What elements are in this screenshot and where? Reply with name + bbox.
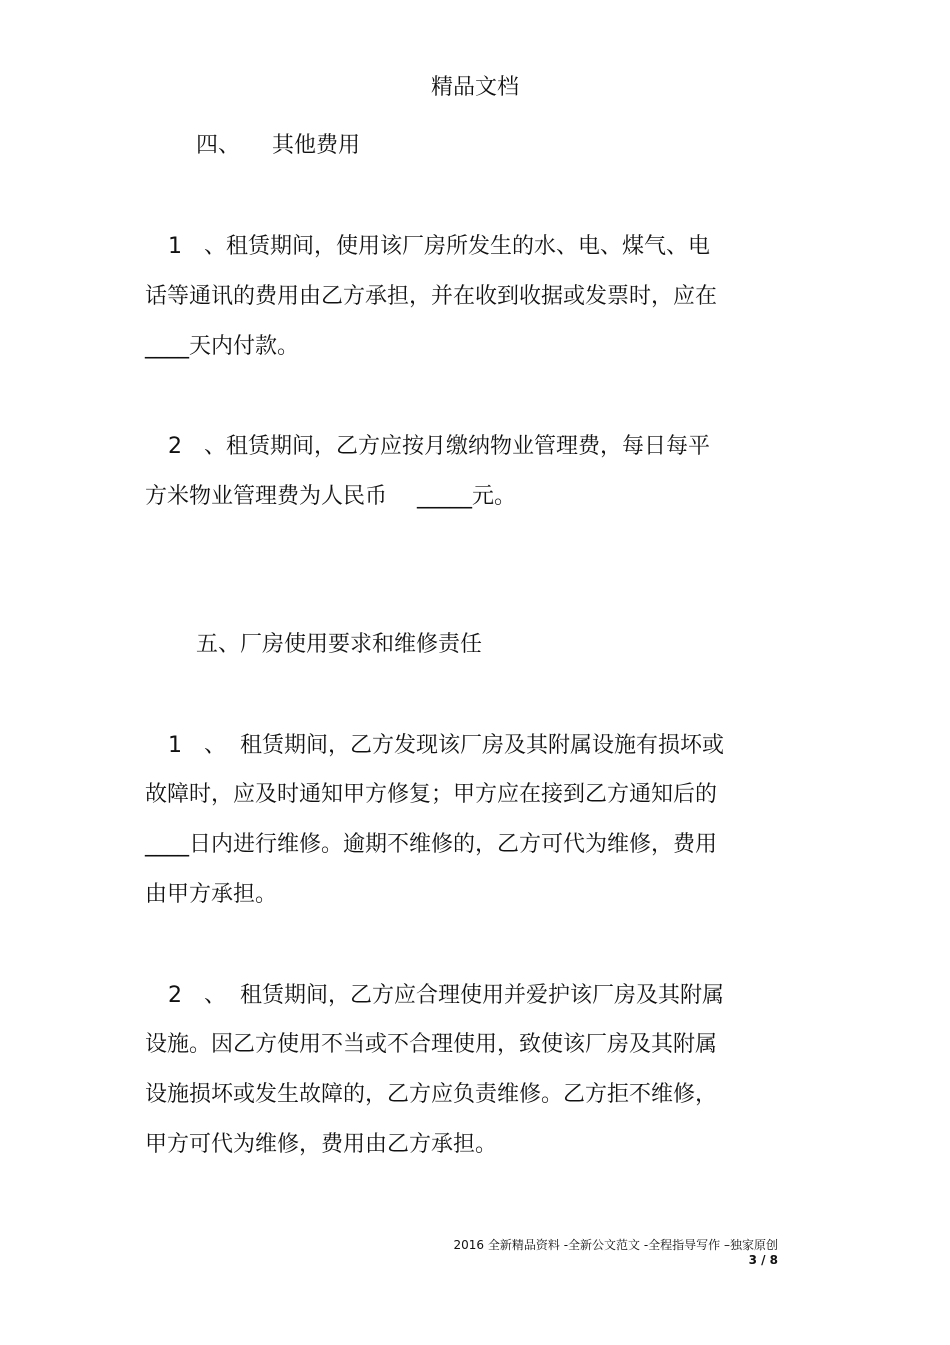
- section-5-heading: 五、厂房使用要求和维修责任: [196, 632, 483, 657]
- section-4-heading-number: 四、: [196, 133, 241, 158]
- item-number: 1: [168, 733, 182, 758]
- section-4-item-1-line-2: 话等通讯的费用由乙方承担，并在收到收据或发票时，应在: [145, 284, 718, 309]
- footer-text: 2016 全新精品资料 -全新公文范文 -全程指导写作 –独家原创: [453, 1238, 778, 1252]
- section-5-item-1-line-4: 由甲方承担。: [145, 882, 278, 907]
- section-4-item-1-line-1: [168, 229, 710, 260]
- page-header-title: 精品文档: [430, 75, 519, 100]
- item-text-blank: _____元。: [417, 484, 517, 509]
- item-text: 、租赁期间，使用该厂房所发生的水、电、煤气、电: [204, 234, 711, 259]
- section-5-item-2-line-1: [168, 978, 724, 1009]
- page-number: 3 / 8: [748, 1253, 778, 1267]
- section-4-item-1-line-3: ____天内付款。: [145, 334, 300, 359]
- item-text: 方米物业管理费为人民币: [145, 484, 388, 509]
- item-number: 2: [168, 434, 182, 459]
- item-text: 租赁期间，乙方应合理使用并爱护该厂房及其附属: [240, 983, 725, 1008]
- item-text: 、租赁期间，乙方应按月缴纳物业管理费，每日每平: [204, 434, 711, 459]
- item-number: 1: [168, 234, 182, 259]
- section-4-item-2-line-1: [168, 429, 710, 460]
- item-text: 租赁期间，乙方发现该厂房及其附属设施有损坏或: [240, 733, 725, 758]
- section-5-item-1-line-3: ____日内进行维修。逾期不维修的，乙方可代为维修，费用: [145, 832, 718, 857]
- section-5-item-2-line-4: 甲方可代为维修，费用由乙方承担。: [145, 1132, 498, 1157]
- section-5-item-1-line-2: 故障时，应及时通知甲方修复；甲方应在接到乙方通知后的: [145, 782, 718, 807]
- item-separator: 、: [204, 983, 227, 1008]
- item-separator: 、: [204, 733, 227, 758]
- item-number: 2: [168, 983, 182, 1008]
- section-5-item-2-line-3: 设施损坏或发生故障的，乙方应负责维修。乙方拒不维修，: [145, 1082, 718, 1107]
- section-5-item-1-line-1: [168, 728, 724, 759]
- section-4-heading-text: 其他费用: [272, 133, 361, 158]
- section-4-item-2-line-2: [145, 479, 516, 510]
- section-4-heading: [196, 128, 360, 159]
- section-5-item-2-line-2: 设施。因乙方使用不当或不合理使用，致使该厂房及其附属: [145, 1032, 718, 1057]
